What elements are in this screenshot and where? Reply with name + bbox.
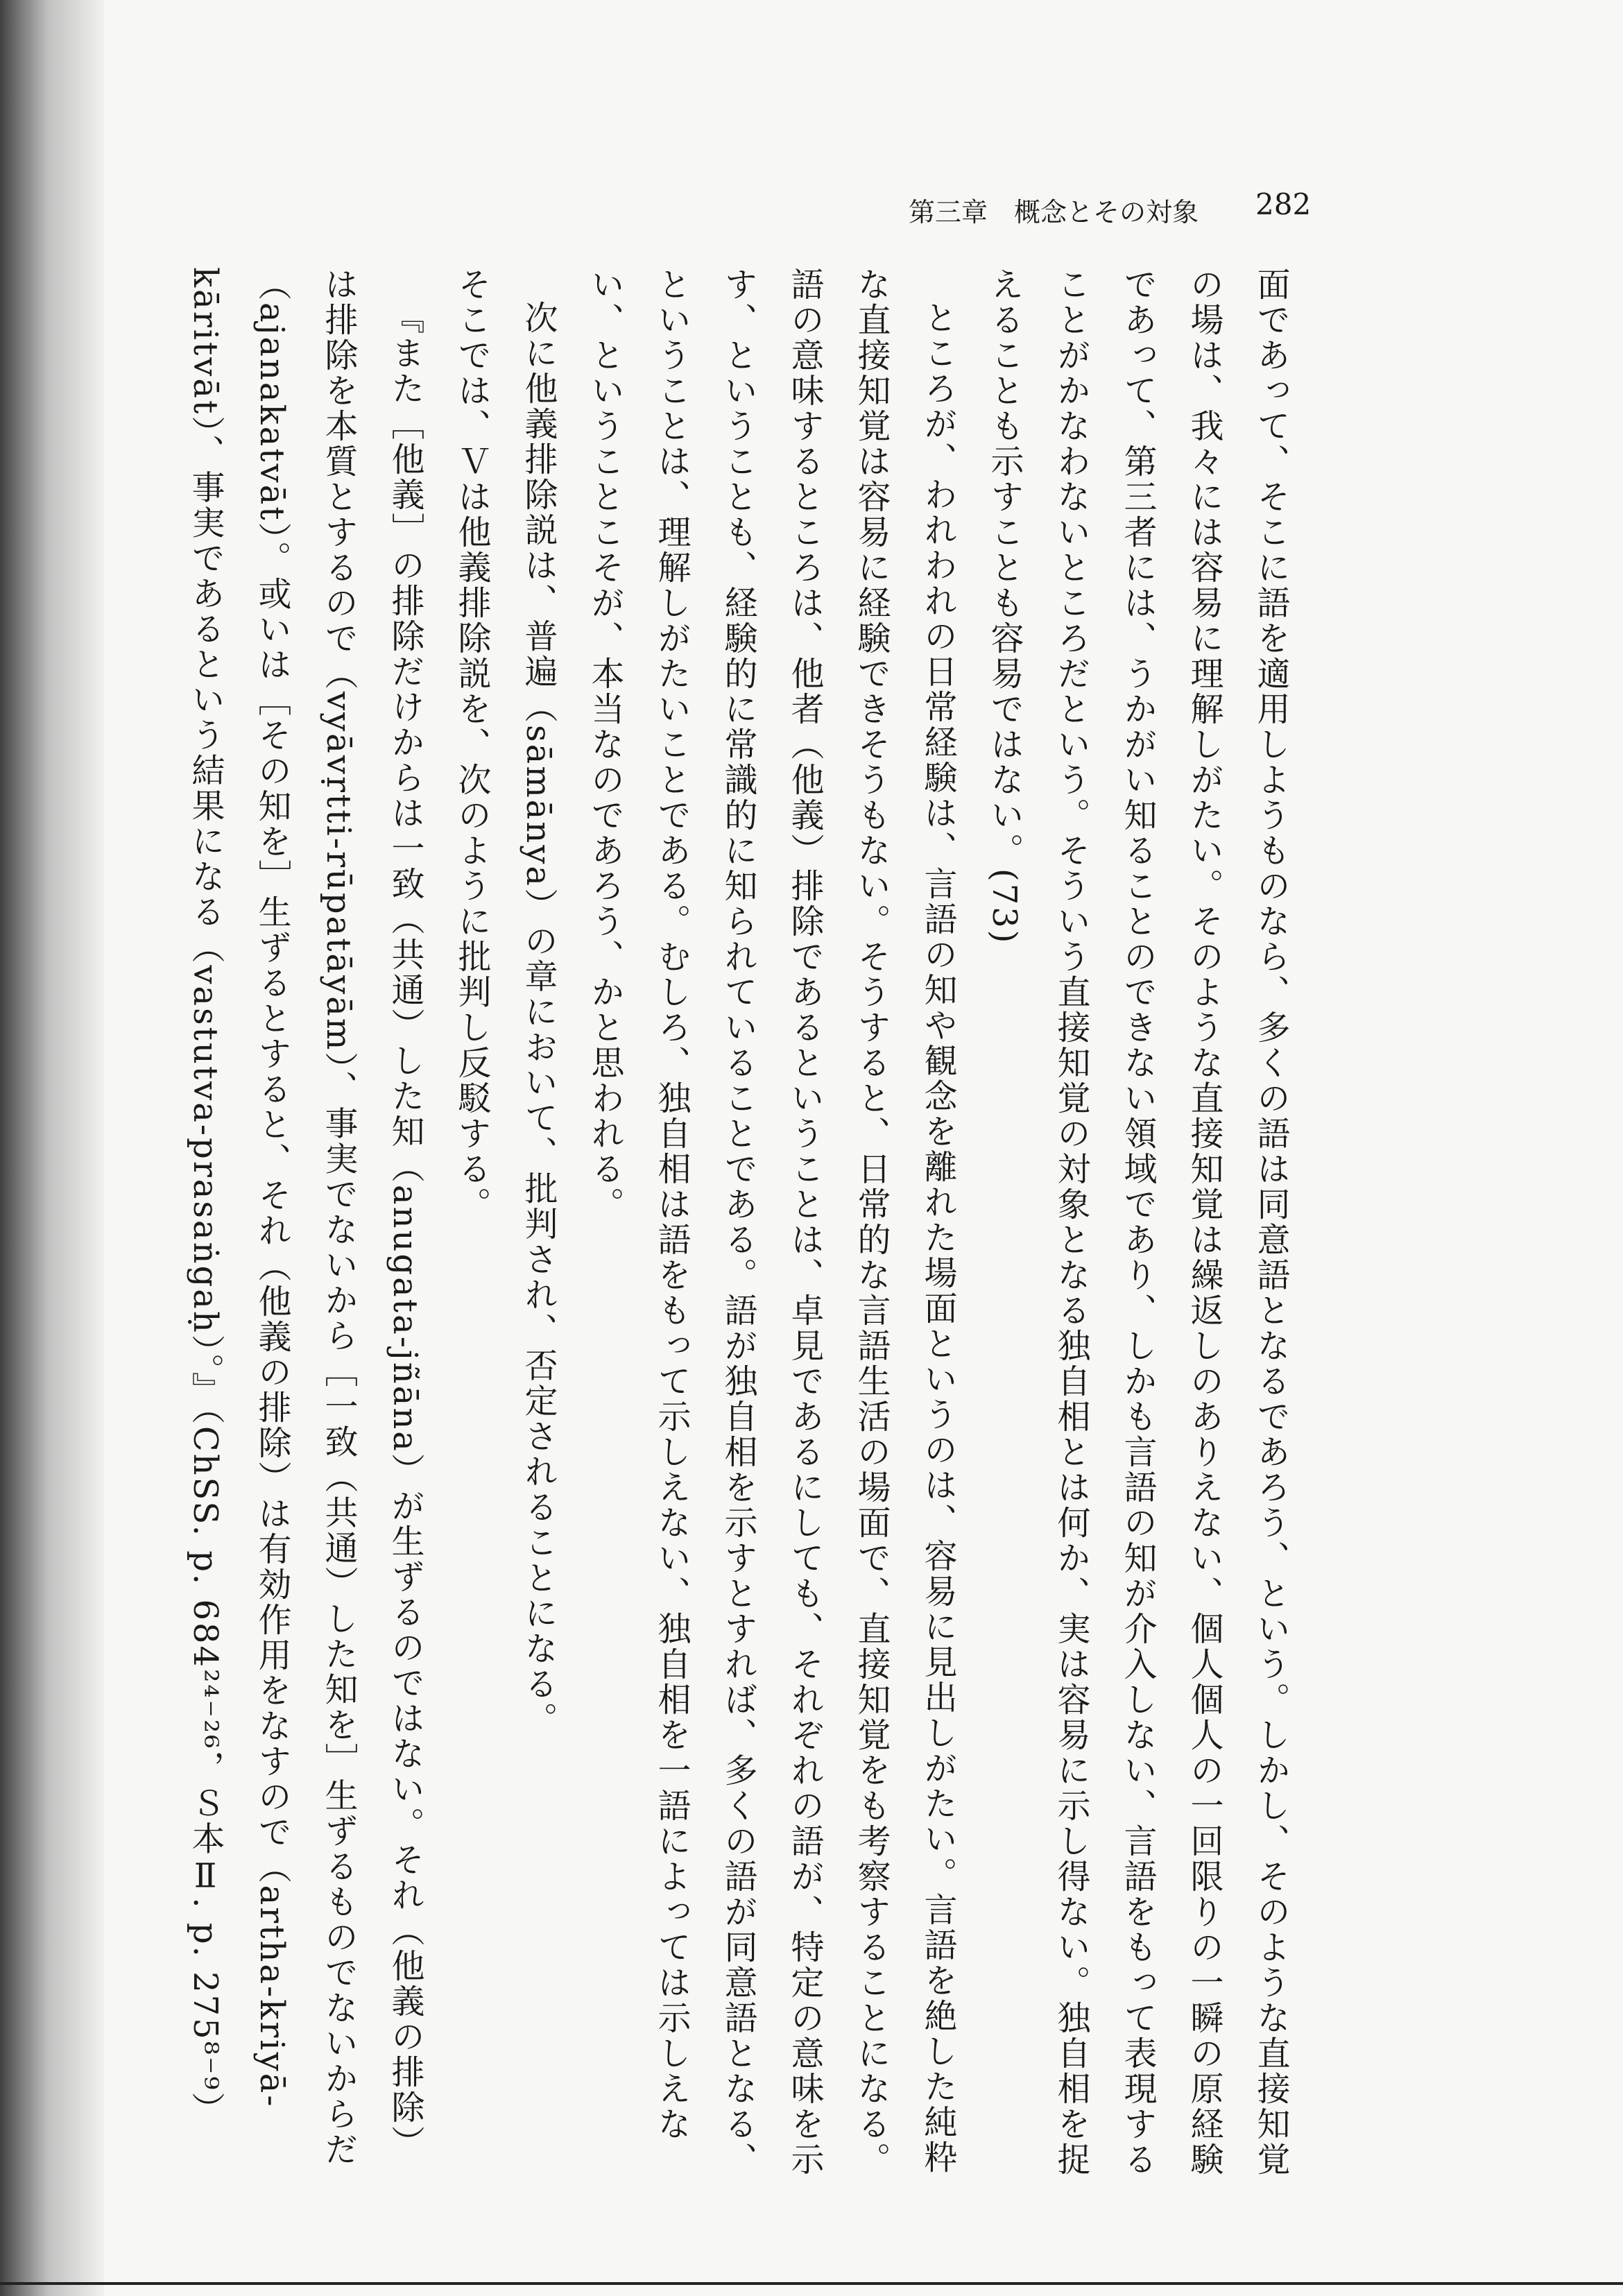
paragraph-2: ところが、われわれの日常経験は、言語の知や観念を離れた場面というのは、容易に見出しがたい。言語を絶した純粋な直接知覚は容易に経験できそうもない。そうすると、日常的な言語生活の場面で、直接知覚をも考察することになる。語の意味するところは、他者（他義）排除であるということは、卓見であるにしても、それぞれの語が、特定の意味を示す、ということも、経験的に常識的に知られていることである。語が独自相を示すとすれば、多くの語が同意語となる、ということは、理解しがたいことである。むしろ、独自相は語をもって示しえない、独自相を一語によっては示しえない、ということこそが、本当なのであろう、かと思われる。 <box>585 267 957 2177</box>
scan-edge-shadow <box>0 0 104 2296</box>
scan-bottom-edge <box>0 2282 1623 2285</box>
paragraph-1: 面であって、そこに語を適用しようものなら、多くの語は同意語となるであろう、という。しかし、そのような直接知覚の場は、我々には容易に理解しがたい。そのような直接知覚は繰返しのありえない、個人個人の一回限りの一瞬の原経験であって、第三者には、うかがい知ることのできない領域であり、しかも言語の知が介入しない、言語をもって表現することがかなわないところだという。そういう直接知覚の対象となる独自相とは何か、実は容易に示し得ない。独自相を捉えることも示すことも容易ではない。(73) <box>985 267 1290 2177</box>
paragraph-5: 『また［他義］の排除だけからは一致（共通）した知（anugata-jñāna）が生ずるのではない。それ（他義の排除）は排除を本質とするので（vyāvṛtti-rūpatāyām）、事実でないから［一致（共通）した知を］生ずるものでないからだ（ajanakatvāt）。或いは［その知を］生ずるとすると、それ（他義の排除）は有効作用をなすので（artha-kriyā-kāritvāt）、事実であるという結果になる（vastutva-prasaṅgaḥ）。』（ChSS. p. 684²⁴⁻²⁶，Ｓ本Ⅱ. p. 275⁸⁻⁹） <box>186 267 424 2168</box>
page-number: 282 <box>1255 187 1312 221</box>
body-text <box>186 267 1304 2182</box>
chapter-title: 第三章 概念とその対象 <box>909 197 1199 228</box>
paragraph-3: 次に他義排除説は、普遍（sāmānya）の章において、批判され、否定されることになる。 <box>519 300 558 1738</box>
paragraph-4: そこでは、Ｖは他義排除説を、次のように批判し反駁する。 <box>452 267 491 1222</box>
